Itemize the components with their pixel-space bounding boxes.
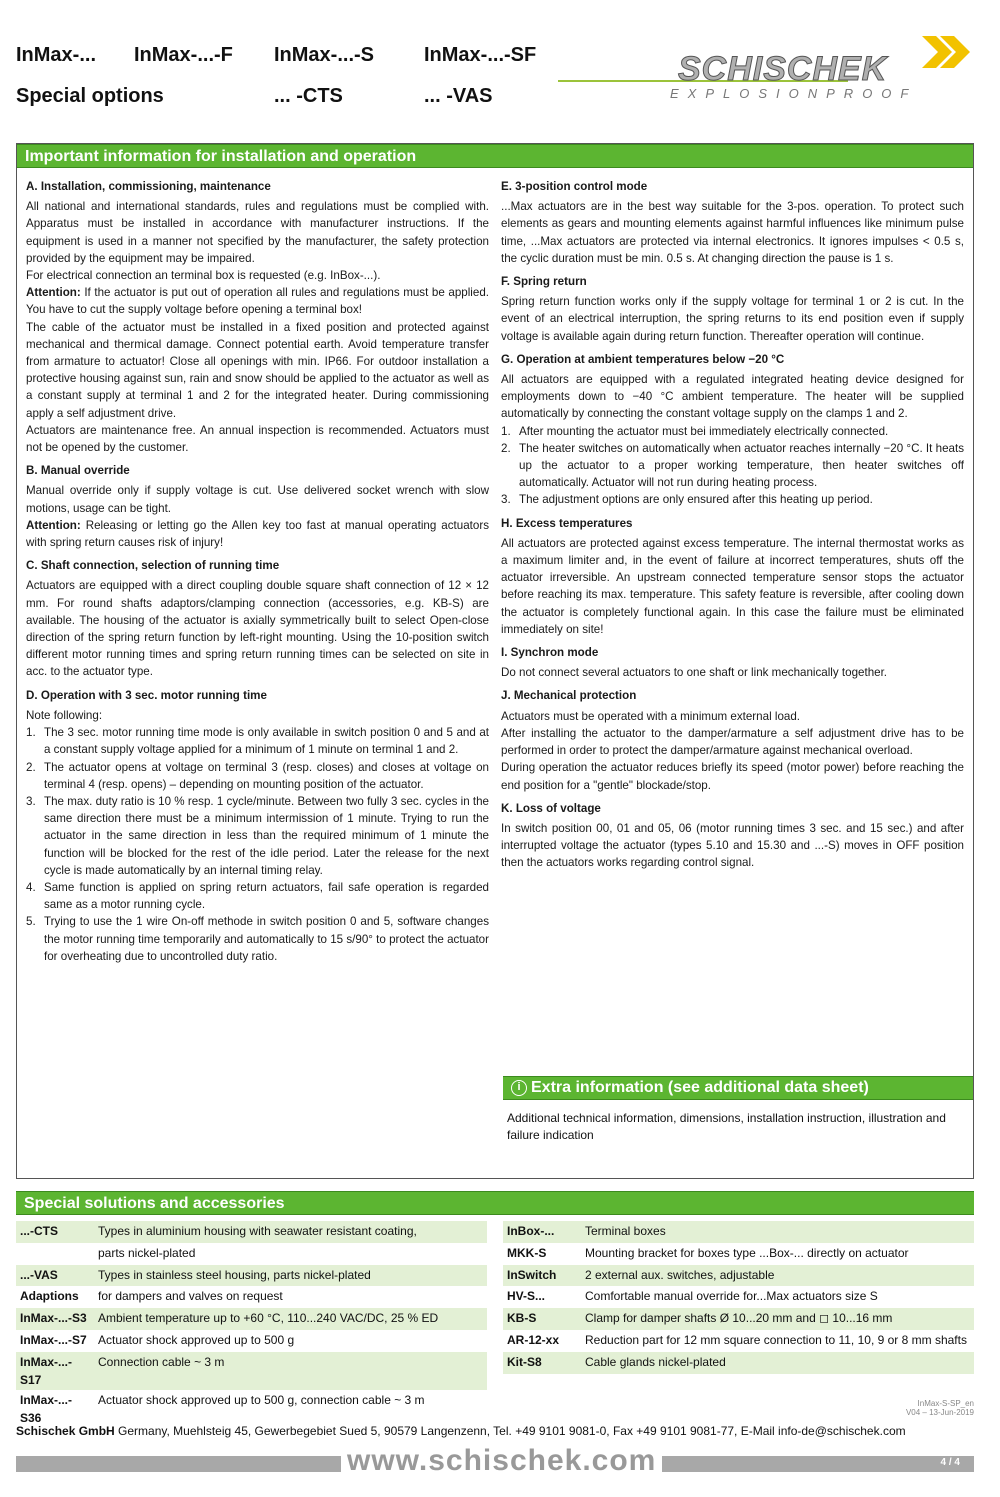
table-row: KB-S Clamp for damper shafts Ø 10...20 mm and ◻ 10...16 mm bbox=[503, 1308, 974, 1330]
table-row: InMax-...-S17 Connection cable ~ 3 m bbox=[16, 1352, 487, 1390]
section-a-title: A. Installation, commissioning, maintenance bbox=[26, 180, 271, 193]
list-item: 5. Trying to use the 1 wire On-off methode in switch position 0 and 5, software changes the motor running time temporarily and automatically to 15 s/90° to protect the actuator for overheating due to uncontrolled duty ratio. bbox=[26, 915, 489, 963]
list-item: 3. The max. duty ratio is 10 % resp. 1 cycle/minute. Between two fully 3 sec. cycles in the same direction there must be a minimum intermission of 1 minute. Trying to run the actuator in the same direction in less than the required minimum of 1 minute the function will be blocked for the rest of the idle period. Later the release for the next cycle is made automatically by an internal timing relay. bbox=[26, 794, 489, 877]
section-b-text-1: Manual override only if supply voltage is cut. Use delivered socket wrench with slow motions, usage can be tight. bbox=[26, 484, 489, 515]
footer-contact: Germany, Muehlsteig 45, Gewerbegebiet Sued 5, 90579 Langenzenn, Tel. +49 9101 9081-0, Fax +49 9101 9081-77, E-Mail info-de@schischek.com bbox=[114, 1424, 906, 1438]
header-option-vas: ... -VAS bbox=[424, 85, 493, 107]
section-i-text-1: Do not connect several actuators to one shaft or link mechanically together. bbox=[501, 666, 888, 680]
section-a-text-2: For electrical connection an terminal box is requested (e.g. InBox-...). bbox=[26, 269, 381, 283]
section-e-title: E. 3-position control mode bbox=[501, 180, 648, 193]
info-column-left bbox=[26, 178, 489, 965]
extra-info-text: Additional technical information, dimensions, installation instruction, illustration and failure indication bbox=[507, 1111, 946, 1142]
attention-label: Attention: bbox=[26, 518, 81, 532]
section-k-title: K. Loss of voltage bbox=[501, 801, 601, 815]
list-item: 1. The 3 sec. motor running time mode is only available in switch position 0 and 5 and at a constant supply voltage applied for a minimum of 1 minute on terminal 1 and 2. bbox=[26, 726, 489, 757]
section-j-text-3: During operation the actuator reduces briefly its speed (motor power) before reaching the end position for a "gentle" blockade/stop. bbox=[501, 761, 964, 792]
table-row: Kit-S8 Cable glands nickel-plated bbox=[503, 1352, 974, 1374]
section-h-title: H. Excess temperatures bbox=[501, 516, 633, 530]
section-j-text-2: After installing the actuator to the damper/armature a self adjustment drive has to be performed in order to protect the damper/armature against mechanical overload. bbox=[501, 726, 964, 758]
table-row: Adaptions for dampers and valves on request bbox=[20, 1289, 283, 1304]
special-solutions-title: Special solutions and accessories bbox=[16, 1191, 974, 1215]
list-item: 1. After mounting the actuator must bei immediately electrically connected. bbox=[501, 424, 889, 438]
section-f-text-1: Spring return function works only if the supply voltage for terminal 1 or 2 is cut. In the event of an electrical interruption, the spring returns to its end position even if supply voltage is available again during return function. Thereafter operation will continue. bbox=[501, 295, 964, 343]
section-i-title: I. Synchron mode bbox=[501, 646, 599, 660]
extra-info-panel bbox=[503, 1076, 973, 1144]
section-g-title: G. Operation at ambient temperatures below −20 °C bbox=[501, 352, 785, 366]
extra-info-title-bar bbox=[503, 1076, 973, 1100]
section-b-text-2 bbox=[26, 517, 489, 551]
list-item: 2. The heater switches on automatically when actuator reaches internally −20 °C. It heats up the actuator to a proper working temperature, then heater switches off automatically. Actuator will not run during heating process. bbox=[501, 441, 964, 490]
header-product-4: InMax-...-SF bbox=[424, 44, 537, 66]
logo-arrows-icon bbox=[922, 32, 982, 72]
section-k-text-1: In switch position 00, 01 and 05, 06 (motor running times 3 sec. and 15 sec.) and after interrupted voltage the actuator (types 5.10 and 15.30 and ...-S) moves in OFF position then the actuators works regarding control signal. bbox=[501, 821, 964, 870]
section-h-text-1: All actuators are protected against excess temperature. The internal thermostat works as a maximum limiter and, in the event of failure at incorrect temperatures, shuts off the actuator irreversible. An upstream connected temperature sensor stops the actuator before reaching its max. temperature. This safety feature is reversible, after cooling down the actuator is completely functional again. In this case the failure must be eliminated immediately on site! bbox=[501, 536, 964, 636]
section-e-text-1: ...Max actuators are in the best way suitable for the 3-pos. operation. To protect such elements as gears and mounting elements against harmful influences like minimum pulse time, ...Max actuators are protected via internal electronics. It ignores impulses < 0.5 s, the cyclic duration must be min. 0.5 s. At changing direction the pause is 1 s. bbox=[501, 200, 964, 265]
logo-brand: SCHISCHEK bbox=[678, 50, 888, 88]
header-product-2: InMax-...-F bbox=[134, 44, 233, 66]
section-f-title: F. Spring return bbox=[501, 275, 587, 289]
footer-bar bbox=[16, 1444, 974, 1477]
accessories-table bbox=[503, 1221, 974, 1374]
schischek-logo bbox=[668, 30, 988, 110]
section-d-list bbox=[26, 724, 489, 965]
table-row: InBox-... Terminal boxes bbox=[503, 1221, 974, 1243]
section-a-text-3 bbox=[26, 284, 489, 318]
table-row: ...-VAS Types in stainless steel housing, parts nickel-plated bbox=[16, 1265, 487, 1287]
document-version: V04 – 13-Jun-2019 bbox=[905, 1408, 974, 1417]
extra-info-title: Extra information (see additional data sheet) bbox=[531, 1079, 869, 1096]
list-item: 3. The adjustment options are only ensured after this heating up period. bbox=[501, 493, 873, 507]
section-a-text-1: All national and international standards, rules and regulations must be complied with. Apparatus must be installed in accordance with manufacturer instructions. If the equipment is used in a manner not specified by the manufacturer, the safety protection provided by the equipment may be impaired. bbox=[26, 200, 489, 265]
header-option-cts: ... -CTS bbox=[274, 85, 343, 107]
table-row: InMax-...-S36 Actuator shock approved up to 500 g, connection cable ~ 3 m bbox=[20, 1392, 425, 1425]
table-row: InMax-...-S3 Ambient temperature up to +60 °C, 110...240 VAC/DC, 25 % ED bbox=[16, 1308, 487, 1330]
list-item: 4. Same function is applied on spring return actuators, fail safe operation is regarded same as a motor running cycle. bbox=[26, 880, 489, 912]
table-row: HV-S... Comfortable manual override for...Max actuators size S bbox=[507, 1289, 878, 1304]
section-j-text-1: Actuators must be operated with a minimum external load. bbox=[501, 709, 801, 723]
table-row: AR-12-xx Reduction part for 12 mm square connection to 11, 10, 9 or 8 mm shafts bbox=[507, 1332, 967, 1347]
installation-info-title: Important information for installation and operation bbox=[17, 144, 973, 168]
table-row: MKK-S Mounting bracket for boxes type ...Box-... directly on actuator bbox=[507, 1245, 909, 1260]
section-a-text-4: The cable of the actuator must be installed in a fixed position and protected against mechanical and thermical damage. Connect potential earth. Avoid temperature transfer from armature to actuator! Close all openings with min. IP66. For outdoor installation a protective housing against sun, rain and snow should be applied to the actuator as well as a constant supply at terminal 1 and 2 for the integrated heater. During commissioning apply a self adjustment drive. bbox=[26, 320, 489, 420]
section-g-text-1: All actuators are equipped with a regulated integrated heating device designed for employments down to −40 °C ambient temperature. The heater will be supplied automatically by connecting the constant voltage supply on the clamps 1 and 2. bbox=[501, 373, 964, 421]
section-a-attention: If the actuator is put out of operation all rules and regulations must be applied. You have to cut the supply voltage before opening a terminal box! bbox=[26, 286, 489, 317]
table-row: ...-CTS Types in aluminium housing with seawater resistant coating, bbox=[16, 1221, 487, 1243]
footer-address bbox=[16, 1424, 906, 1438]
section-g-list bbox=[501, 423, 964, 509]
special-solutions-table bbox=[16, 1221, 487, 1428]
installation-info-box bbox=[16, 143, 974, 1179]
section-b-attention: Releasing or letting go the Allen key too fast at manual operating actuators with spring return causes risk of injury! bbox=[26, 518, 489, 550]
info-icon: i bbox=[511, 1080, 527, 1096]
page-number: 4 / 4 bbox=[940, 1457, 960, 1468]
section-d-note: Note following: bbox=[26, 708, 103, 722]
header-product-3: InMax-...-S bbox=[274, 44, 375, 66]
section-c-title: C. Shaft connection, selection of running time bbox=[26, 559, 280, 573]
section-d-title: D. Operation with 3 sec. motor running time bbox=[26, 688, 267, 702]
section-b-title: B. Manual override bbox=[26, 464, 130, 478]
header-product-1: InMax-... bbox=[16, 44, 97, 66]
table-row: InMax-...-S7 Actuator shock approved up to 500 g bbox=[20, 1332, 295, 1347]
section-c-text-1: Actuators are equipped with a direct coupling double square shaft connection of 12 × 12 mm. For round shafts adaptors/clamping connection (accessories, e.g. KB-S) are available. The housing of the actuator is axially symmetrically built to select Open-close direction of the spring return function by left-right mounting. Using the 10-position switch different motor running times and spring return running times can be selected on site in acc. to the actuator type. bbox=[26, 579, 489, 679]
attention-label: Attention: bbox=[26, 286, 81, 300]
list-item: 2. The actuator opens at voltage on terminal 3 (resp. closes) and closes at voltage on terminal 4 (resp. opens) – depending on mounting position of the actuator. bbox=[26, 760, 489, 791]
logo-subtitle: EXPLOSIONPROOF bbox=[670, 86, 918, 101]
website-link[interactable]: www.schischek.com bbox=[341, 1444, 662, 1478]
info-column-right bbox=[501, 178, 964, 872]
table-row: InSwitch 2 external aux. switches, adjustable bbox=[503, 1265, 974, 1287]
footer-company: Schischek GmbH bbox=[16, 1424, 115, 1438]
table-row: parts nickel-plated bbox=[98, 1245, 196, 1260]
section-j-title: J. Mechanical protection bbox=[501, 689, 637, 703]
document-reference bbox=[906, 1399, 974, 1417]
section-a-text-5: Actuators are maintenance free. An annual inspection is recommended. Actuators must not be opened by the customer. bbox=[26, 423, 489, 455]
header-special-options: Special options bbox=[16, 85, 164, 107]
document-id: InMax-S-SP_en bbox=[917, 1399, 974, 1408]
